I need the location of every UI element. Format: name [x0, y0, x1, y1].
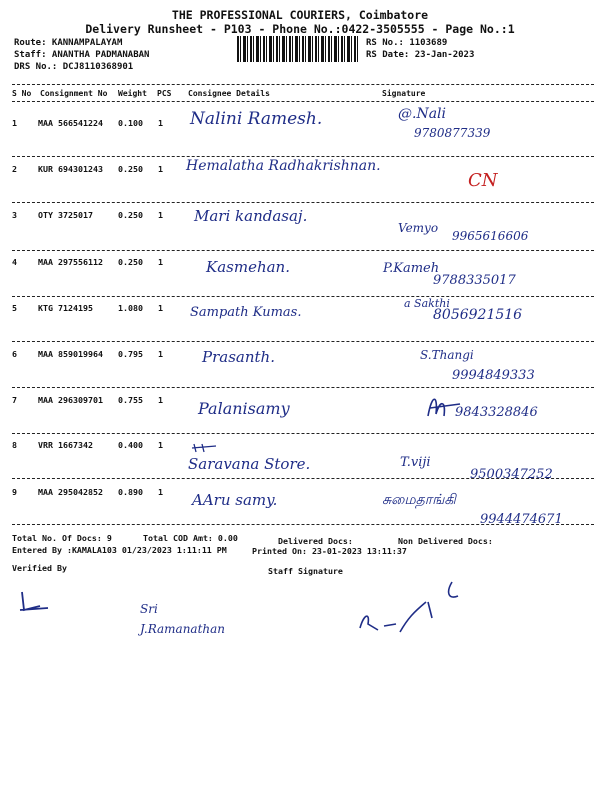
rs-date: RS Date: 23-Jan-2023 [366, 50, 475, 60]
staff-signature [356, 578, 466, 638]
handwritten-short: Sri [140, 602, 158, 616]
consignee-name: Prasanth. [202, 348, 275, 366]
signature-phone: 9965616606 [452, 229, 529, 243]
row-sno: 5 [12, 303, 17, 313]
signature-phone: 8056921516 [433, 307, 523, 323]
row-weight: 0.250 [118, 164, 143, 174]
row-pcs: 1 [158, 210, 163, 220]
row-consignment: OTY 3725017 [38, 210, 93, 220]
row-pcs: 1 [158, 440, 163, 450]
row-pcs: 1 [158, 257, 163, 267]
rs-number: RS No.: 1103689 [366, 38, 448, 48]
row-sno: 1 [12, 118, 17, 128]
row-divider [12, 250, 594, 251]
row-pcs: 1 [158, 487, 163, 497]
row-consignment: MAA 295042852 [38, 487, 103, 497]
verified-by-label: Verified By [12, 563, 67, 573]
row-consignment: MAA 566541224 [38, 118, 103, 128]
route-label: Route: KANNAMPALAYAM [14, 38, 123, 48]
runsheet-title: Delivery Runsheet - P103 - Phone No.:0422-3505555 - Page No.:1 [85, 22, 515, 36]
consignee-name: Hemalatha Radhakrishnan. [186, 158, 381, 174]
row-sno: 6 [12, 349, 17, 359]
row-consignment: MAA 296309701 [38, 395, 103, 405]
row-pcs: 1 [158, 395, 163, 405]
company-title: THE PROFESSIONAL COURIERS, Coimbatore [171, 8, 429, 22]
row-pcs: 1 [158, 118, 163, 128]
signature-text: சுமைதாங்கி [382, 492, 456, 508]
row-divider [12, 341, 594, 342]
consignee-name: Kasmehan. [206, 258, 290, 276]
verifier-signature [14, 588, 54, 616]
consignee-name: Nalini Ramesh. [190, 109, 323, 129]
barcode [237, 36, 359, 62]
consignee-name: AAru samy. [192, 491, 278, 509]
row-pcs: 1 [158, 349, 163, 359]
signature-phone: 9788335017 [433, 273, 516, 288]
signature-phone: 9994849333 [452, 368, 535, 383]
col-signature: Signature [382, 89, 426, 98]
signature-phone: 9500347252 [470, 467, 553, 482]
consignee-name: Palanisamy [198, 399, 290, 418]
total-cod: Total COD Amt: 0.00 [143, 533, 238, 543]
row-sno: 7 [12, 395, 17, 405]
row-consignment: MAA 297556112 [38, 257, 103, 267]
signature-text: Vemyo [398, 221, 439, 235]
signature-text: P.Kameh [383, 261, 440, 276]
row-weight: 0.795 [118, 349, 143, 359]
row-weight: 1.080 [118, 303, 143, 313]
row-sno: 8 [12, 440, 17, 450]
printed-on: Printed On: 23-01-2023 13:11:37 [252, 546, 407, 556]
signature-text: CN [468, 170, 498, 191]
drs-number: DRS No.: DCJ8110368901 [14, 62, 134, 72]
row-divider [12, 156, 594, 157]
row-weight: 0.250 [118, 210, 143, 220]
entered-by: Entered By :KAMALA103 01/23/2023 1:11:11 PM [12, 545, 227, 555]
row-sno: 9 [12, 487, 17, 497]
row-weight: 0.100 [118, 118, 143, 128]
staff-signature-label: Staff Signature [268, 566, 343, 576]
row-consignment: VRR 1667342 [38, 440, 93, 450]
row-sno: 2 [12, 164, 17, 174]
row-weight: 0.400 [118, 440, 143, 450]
row-consignment: KTG 7124195 [38, 303, 93, 313]
row-sno: 3 [12, 210, 17, 220]
row-divider [12, 387, 594, 388]
signature-text: @.Nali [398, 106, 447, 122]
col-consignee: Consignee Details [188, 89, 270, 98]
table-bottom-divider [12, 524, 594, 525]
row-sno: 4 [12, 257, 17, 267]
row-weight: 0.250 [118, 257, 143, 267]
row-divider [12, 478, 594, 479]
col-weight: Weight [118, 89, 147, 98]
col-pcs: PCS [157, 89, 172, 98]
column-divider [12, 101, 594, 102]
consignee-name: Sampath Kumas. [190, 305, 302, 320]
row-consignment: MAA 859019964 [38, 349, 103, 359]
consignee-name: Mari kandasaj. [194, 207, 308, 225]
consignee-name: Saravana Store. [188, 455, 311, 473]
row-weight: 0.890 [118, 487, 143, 497]
signature-text: S.Thangi [420, 348, 474, 362]
row-divider [12, 433, 594, 434]
handwritten-name: J.Ramanathan [140, 622, 226, 636]
signature-phone: 9780877339 [414, 126, 491, 140]
col-sno: S No [12, 89, 32, 98]
row-consignment: KUR 694301243 [38, 164, 103, 174]
row-pcs: 1 [158, 303, 163, 313]
row-pcs: 1 [158, 164, 163, 174]
staff-label: Staff: ANANTHA PADMANABAN [14, 50, 150, 60]
delivered-docs: Delivered Docs: [278, 536, 353, 546]
signature-text: T.viji [400, 455, 431, 470]
non-delivered-docs: Non Delivered Docs: [398, 536, 493, 546]
row-divider [12, 202, 594, 203]
row-weight: 0.755 [118, 395, 143, 405]
row-divider [12, 296, 594, 297]
signature-phone: 9843328846 [455, 405, 538, 420]
signature-phone: 9944474671 [480, 512, 563, 527]
header-divider [12, 84, 594, 85]
strikethrough-mark [190, 440, 218, 454]
col-consignment: Consignment No [40, 89, 108, 98]
total-docs: Total No. Of Docs: 9 [12, 533, 112, 543]
signature-text: a Sakthi [404, 297, 450, 310]
